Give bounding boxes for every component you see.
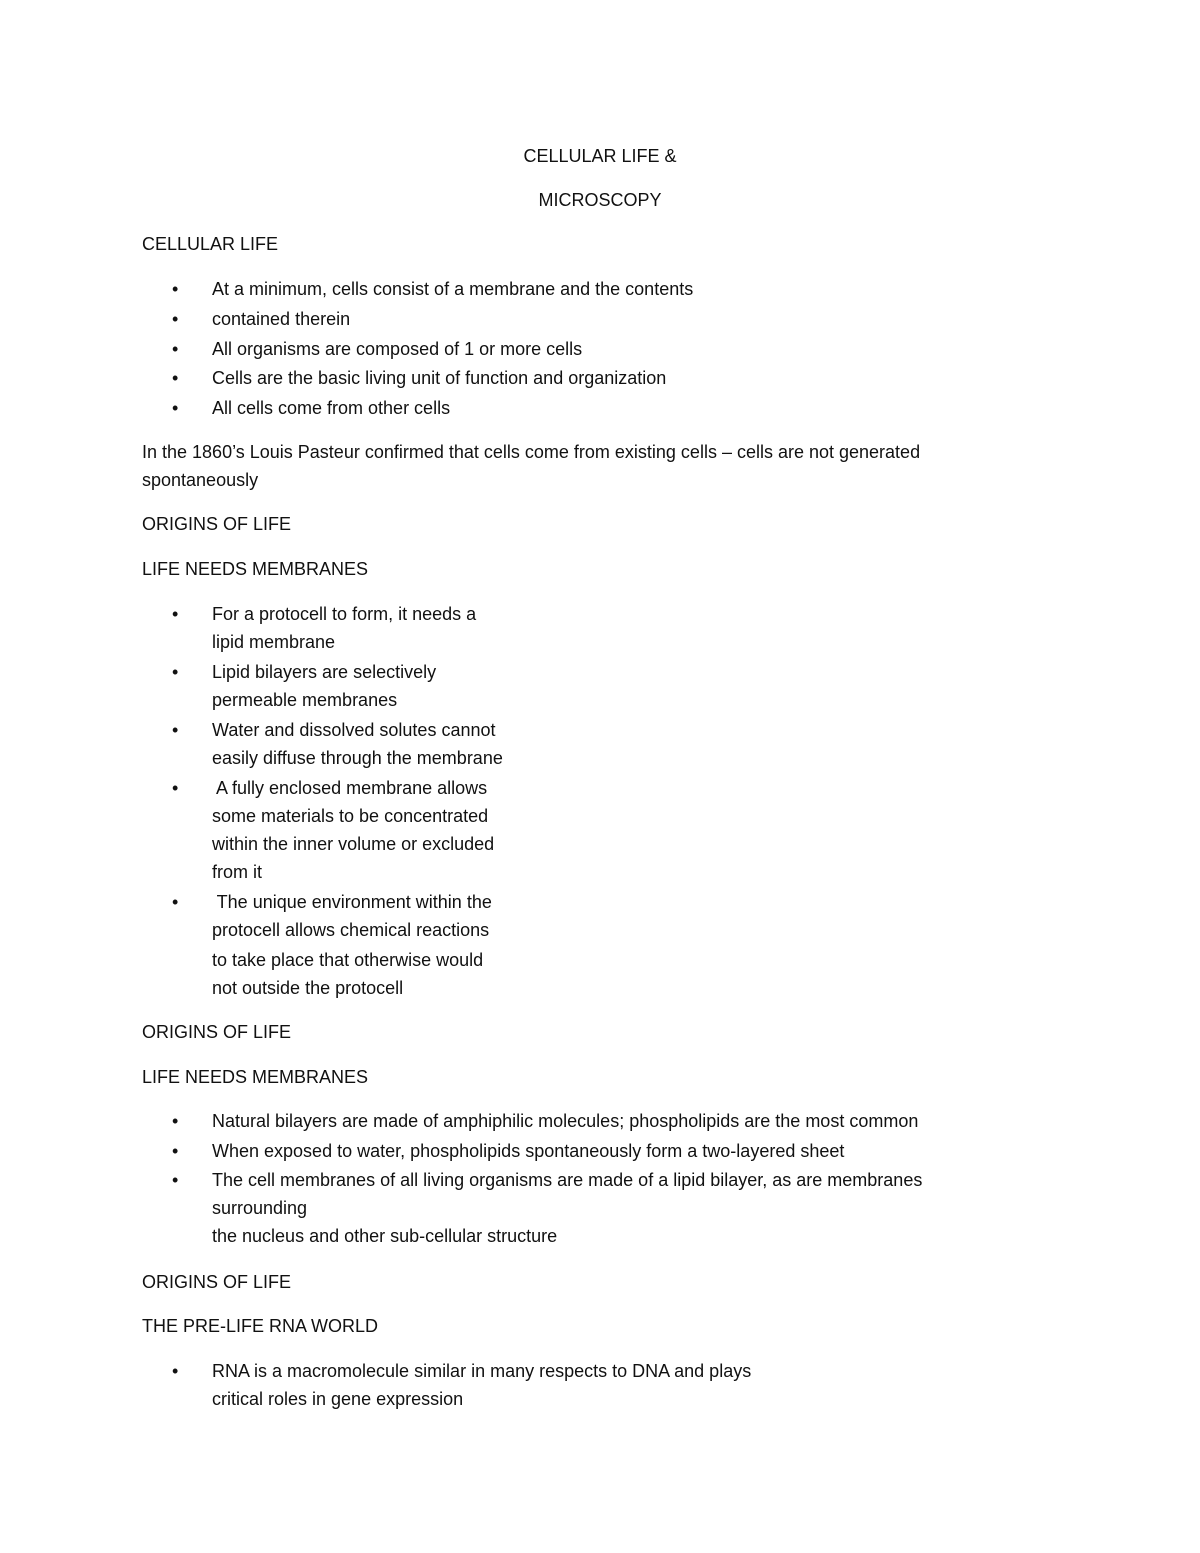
document-title-line-2: MICROSCOPY — [538, 190, 662, 210]
list-item-text: A fully enclosed membrane allows — [212, 778, 488, 798]
list-item-text: For a protocell to form, it needs a — [212, 604, 477, 624]
paragraph-line: spontaneously — [142, 470, 259, 490]
bullet-icon: • — [172, 892, 179, 912]
bullet-icon: • — [172, 1141, 179, 1161]
bullet-icon: • — [172, 604, 179, 624]
list-item-text: All organisms are composed of 1 or more cells — [212, 339, 583, 359]
list-item-text: from it — [212, 862, 263, 882]
list-item-text: Water and dissolved solutes cannot — [212, 720, 496, 740]
list-item-text: lipid membrane — [212, 632, 336, 652]
list-item-text: critical roles in gene expression — [212, 1389, 464, 1409]
list-item-text: the nucleus and other sub-cellular structure — [212, 1226, 558, 1246]
bullet-icon: • — [172, 662, 179, 682]
list-item-text: Cells are the basic living unit of function and organization — [212, 368, 667, 388]
section-heading-cellular-life: CELLULAR LIFE — [142, 234, 279, 254]
bullet-icon: • — [172, 339, 179, 359]
section-subheading-pre-life-rna-world: THE PRE-LIFE RNA WORLD — [142, 1316, 379, 1336]
list-item-text: RNA is a macromolecule similar in many respects to DNA and plays — [212, 1361, 752, 1381]
section-subheading-life-needs-membranes: LIFE NEEDS MEMBRANES — [142, 1067, 369, 1087]
bullet-icon: • — [172, 778, 179, 798]
section-subheading-life-needs-membranes: LIFE NEEDS MEMBRANES — [142, 559, 369, 579]
list-item-text: All cells come from other cells — [212, 398, 451, 418]
list-item-text: contained therein — [212, 309, 351, 329]
bullet-icon: • — [172, 1361, 179, 1381]
bullet-icon: • — [172, 368, 179, 388]
bullet-icon: • — [172, 309, 179, 329]
list-item-text: within the inner volume or excluded — [212, 834, 495, 854]
section-heading-origins-of-life: ORIGINS OF LIFE — [142, 1022, 292, 1042]
list-item-text: permeable membranes — [212, 690, 398, 710]
list-item-text: to take place that otherwise would — [212, 950, 484, 970]
list-item-text: some materials to be concentrated — [212, 806, 489, 826]
section-heading-origins-of-life: ORIGINS OF LIFE — [142, 1272, 292, 1292]
list-item-text: When exposed to water, phospholipids spontaneously form a two-layered sheet — [212, 1141, 845, 1161]
list-item-text: Lipid bilayers are selectively — [212, 662, 437, 682]
section-heading-origins-of-life: ORIGINS OF LIFE — [142, 514, 292, 534]
paragraph-line: In the 1860’s Louis Pasteur confirmed that cells come from existing cells – cells are not generated — [142, 442, 921, 462]
list-item-text: The unique environment within the — [212, 892, 492, 912]
bullet-icon: • — [172, 720, 179, 740]
bullet-icon: • — [172, 279, 179, 299]
list-item-text: The cell membranes of all living organisms are made of a lipid bilayer, as are membranes — [212, 1170, 923, 1190]
list-item-text: At a minimum, cells consist of a membrane and the contents — [212, 279, 694, 299]
document-title-line-1: CELLULAR LIFE & — [523, 146, 677, 166]
bullet-icon: • — [172, 398, 179, 418]
list-item-text: protocell allows chemical reactions — [212, 920, 490, 940]
bullet-icon: • — [172, 1111, 179, 1131]
list-item-text: Natural bilayers are made of amphiphilic molecules; phospholipids are the most common — [212, 1111, 919, 1131]
list-item-text: surrounding — [212, 1198, 308, 1218]
list-item-text: easily diffuse through the membrane — [212, 748, 503, 768]
bullet-icon: • — [172, 1170, 179, 1190]
list-item-text: not outside the protocell — [212, 978, 404, 998]
